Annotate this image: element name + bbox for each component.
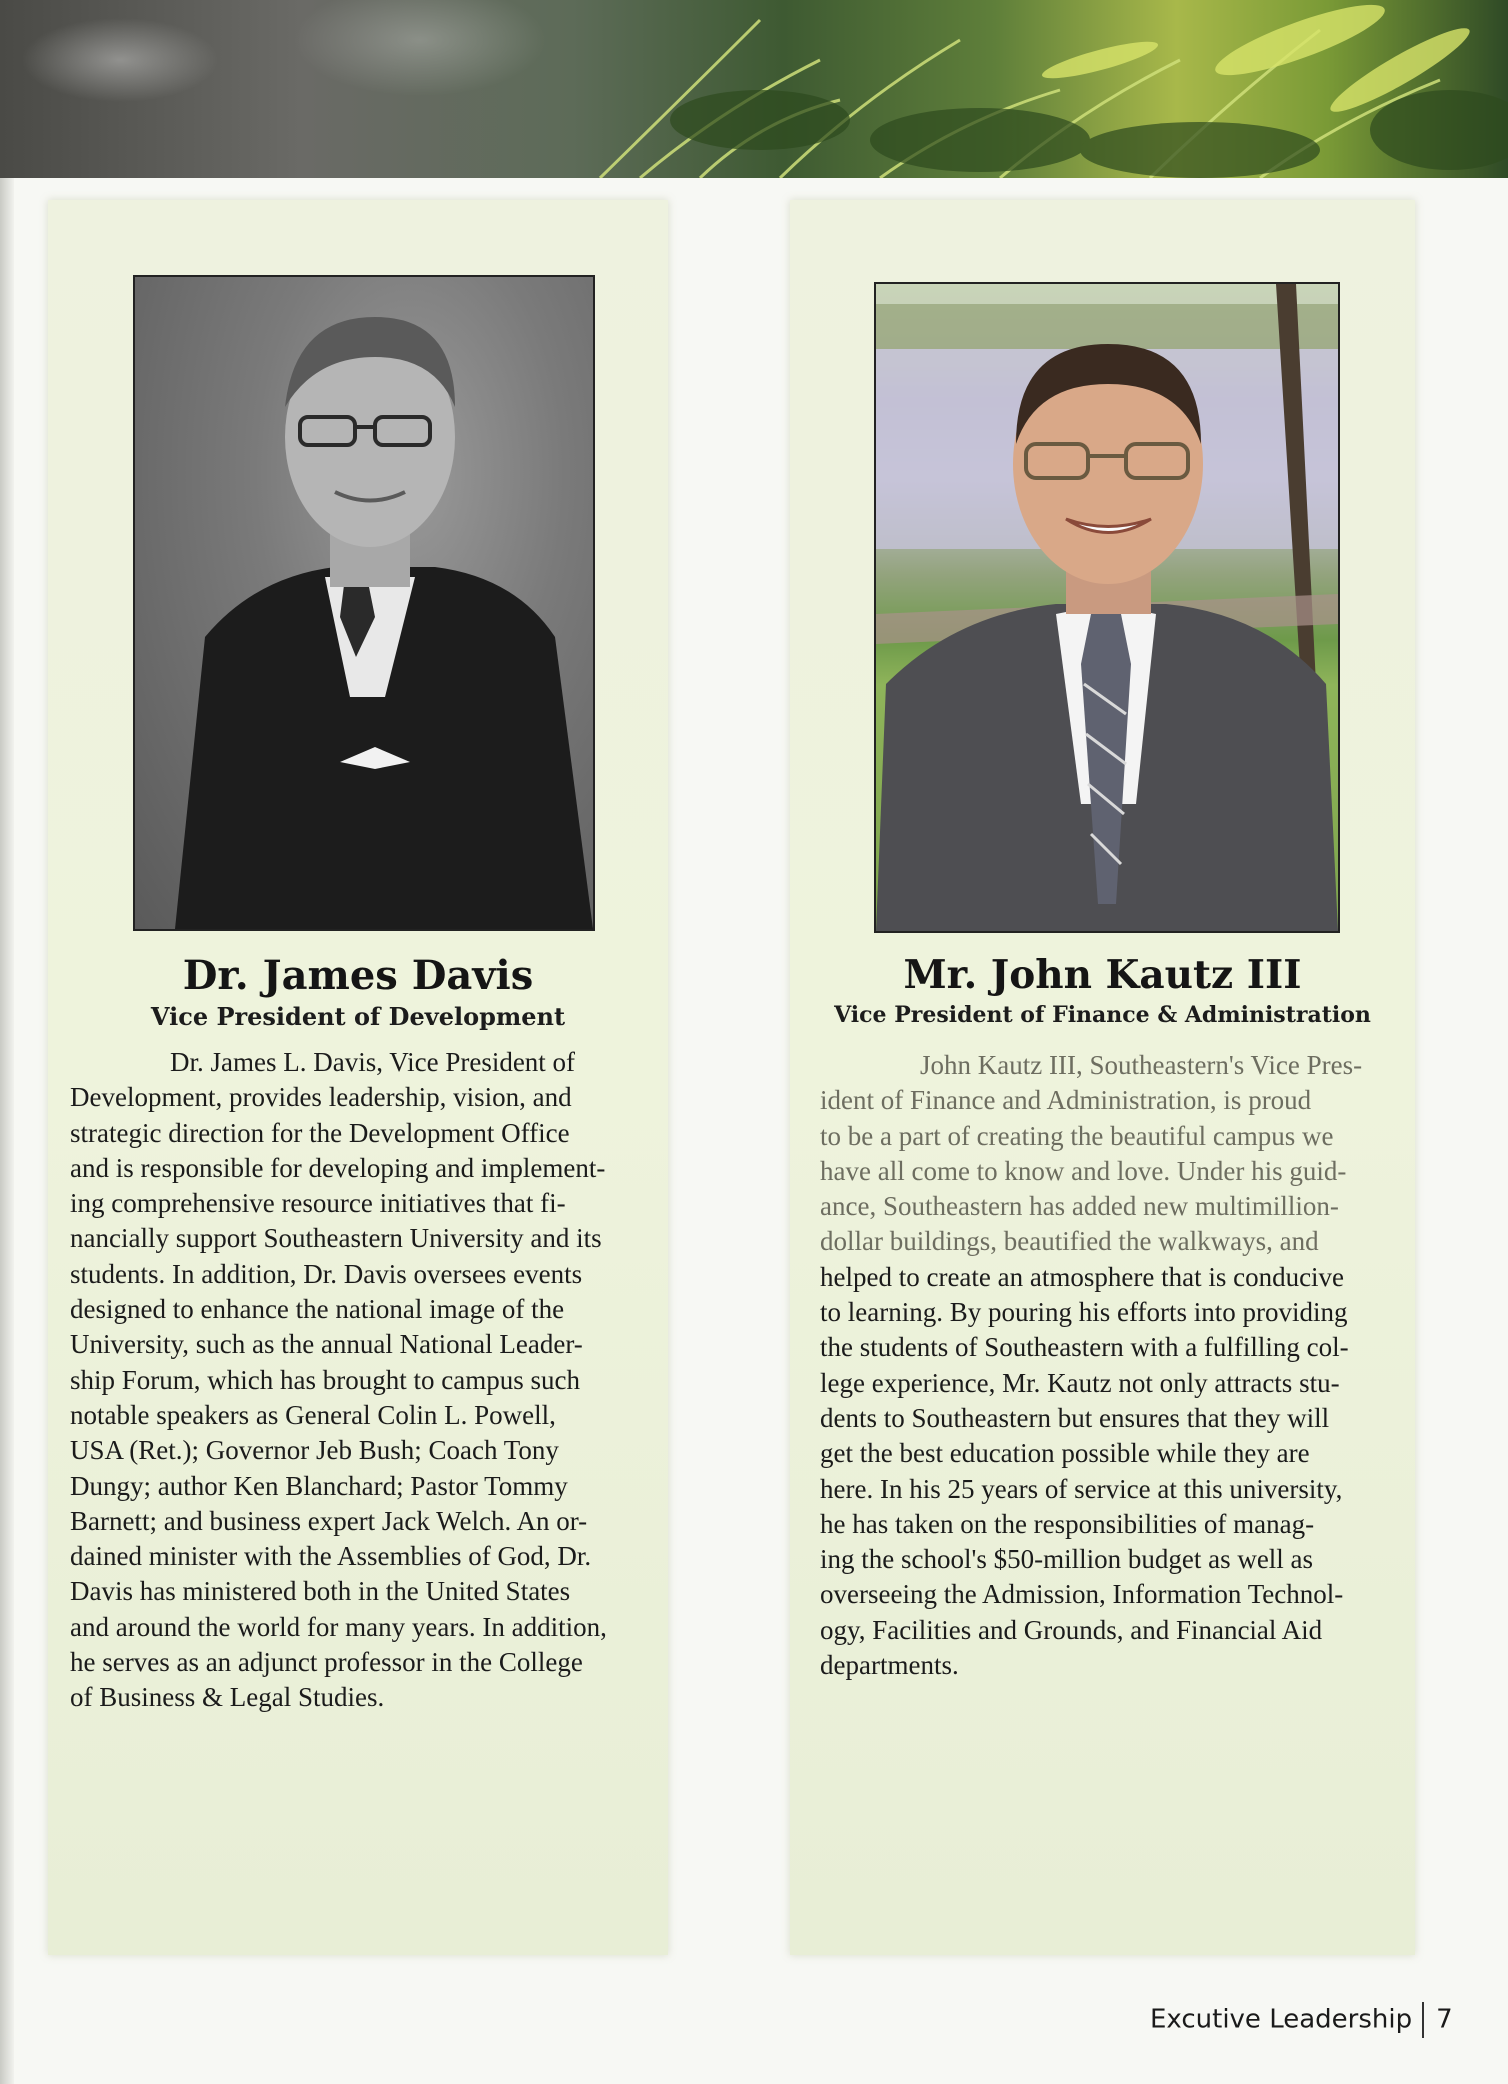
bio-line: departments. [820,1650,959,1681]
bio-line: helped to create an atmosphere that is conducive [820,1261,1345,1292]
bio-line: ship Forum, which has brought to campus such [70,1364,580,1395]
bio-line: USA (Ret.); Governor Jeb Bush; Coach Tony [70,1435,559,1466]
profile-name: Mr. John Kautz III [903,952,1302,998]
bio-line: dollar buildings, beautified the walkways, and [820,1226,1319,1257]
bio-line: ing comprehensive resource initiatives that fi- [70,1188,566,1219]
bio-line: strategic direction for the Development Office [70,1117,570,1148]
page-edge-shadow [0,178,14,2084]
bio-line: Development, provides leadership, vision, and [70,1082,572,1113]
bio-line: to be a part of creating the beautiful campus we [820,1120,1334,1151]
bio-line: students. In addition, Dr. Davis oversees events [70,1258,583,1289]
bio-line: he serves as an adjunct professor in the College [70,1647,583,1678]
bio-line: to learning. By pouring his efforts into providing [820,1297,1348,1328]
bio-line: ance, Southeastern has added new multimillion- [820,1191,1339,1222]
bio-line: Dr. James L. Davis, Vice President of [170,1047,576,1077]
page-number: 7 [1436,2004,1453,2035]
profile-card-james-davis [48,200,668,1955]
bio-line: Davis has ministered both in the United States [70,1576,571,1607]
bio-line: John Kautz III, Southeastern's Vice Pres- [920,1050,1363,1080]
bio-line: ogy, Facilities and Grounds, and Financial Aid [820,1614,1323,1645]
page-footer [1150,2002,1453,2038]
bio-line: notable speakers as General Colin L. Powell, [70,1399,556,1430]
bio-line: University, such as the annual National Leader- [70,1329,583,1360]
bio-line: ident of Finance and Administration, is proud [820,1085,1312,1116]
bio-line: dents to Southeastern but ensures that they will [820,1402,1330,1433]
profile-title: Vice President of Development [150,1002,566,1031]
bio-line: ing the school's $50-million budget as well as [820,1544,1314,1575]
bio-line: the students of Southeastern with a fulfilling col- [820,1332,1349,1363]
bio-line: of Business & Legal Studies. [70,1682,385,1713]
bio-line: and is responsible for developing and implement- [70,1152,606,1183]
bio-line: here. In his 25 years of service at this university, [820,1473,1343,1504]
portrait-photo-john-kautz [874,282,1340,933]
portrait-photo-james-davis [133,275,595,931]
bio-line: Barnett; and business expert Jack Welch. An or- [70,1505,588,1536]
profile-bio [820,1048,1405,1683]
profile-title: Vice President of Finance & Administration [834,1002,1371,1028]
bio-line: dained minister with the Assemblies of God, Dr. [70,1541,592,1572]
foliage-banner [0,0,1508,178]
profile-bio [70,1045,650,1716]
bio-line: designed to enhance the national image of the [70,1294,565,1325]
footer-divider [1422,2002,1424,2038]
bio-line: get the best education possible while they are [820,1438,1310,1469]
bio-line: have all come to know and love. Under his guid- [820,1155,1347,1186]
bio-line: he has taken on the responsibilities of manag- [820,1508,1315,1539]
bio-line: overseeing the Admission, Information Technol- [820,1579,1344,1610]
bio-line: and around the world for many years. In addition, [70,1611,607,1642]
profile-card-john-kautz [790,200,1415,1955]
profile-name: Dr. James Davis [182,952,534,999]
bio-line: nancially support Southeastern University and its [70,1223,602,1254]
footer-section-label: Excutive Leadership [1150,2004,1413,2035]
bio-line: lege experience, Mr. Kautz not only attracts stu- [820,1367,1340,1398]
bio-line: Dungy; author Ken Blanchard; Pastor Tommy [70,1470,568,1501]
